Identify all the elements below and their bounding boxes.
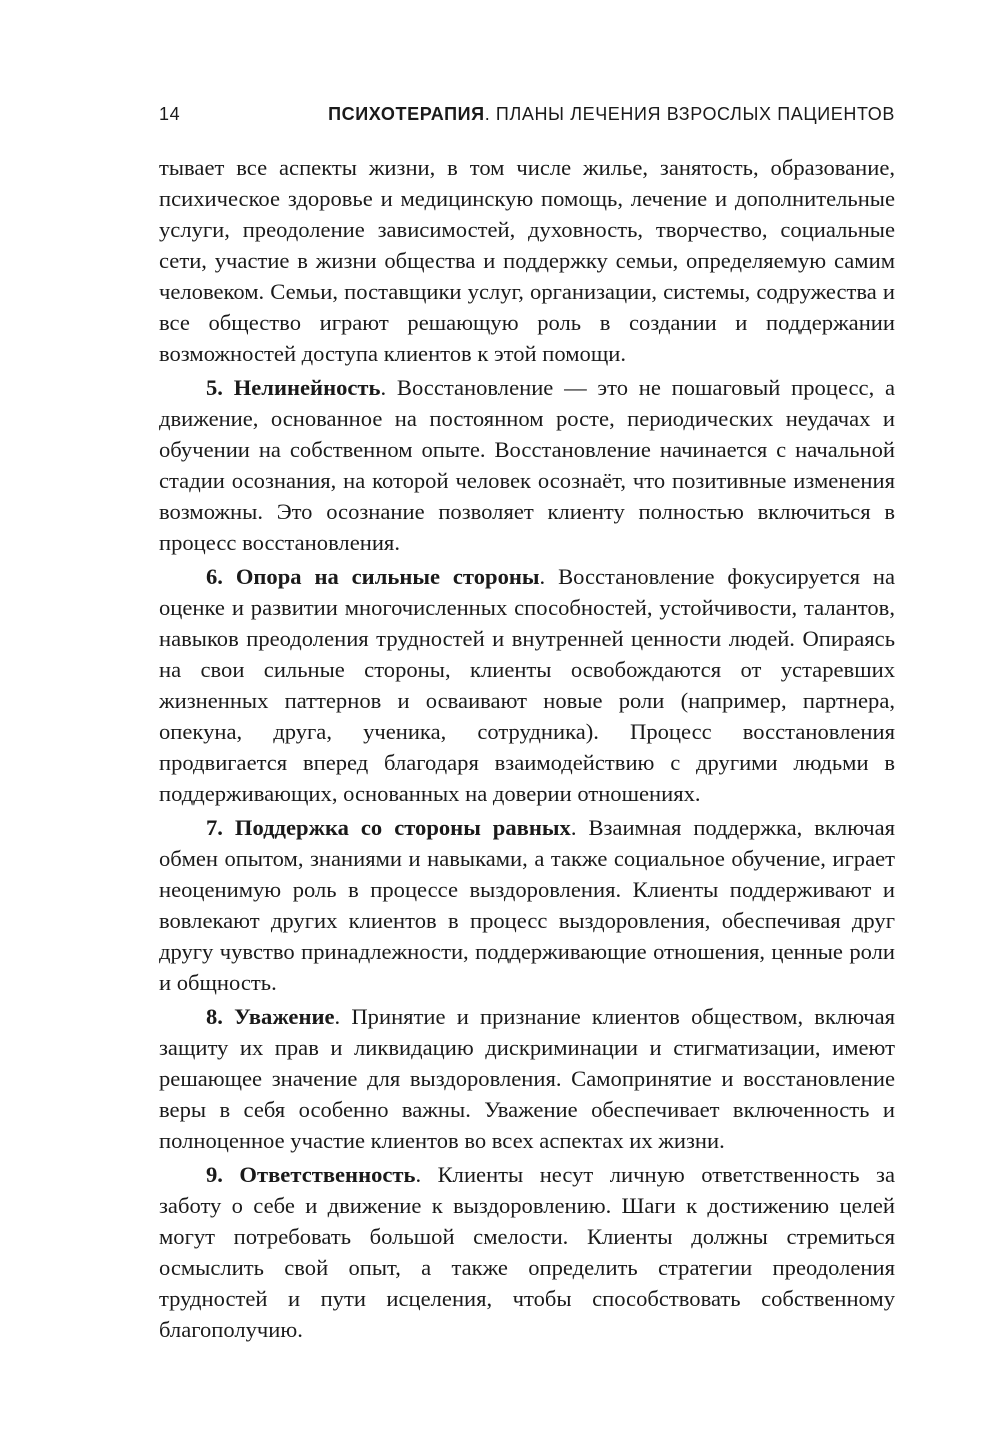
principle-text: . Клиенты несут личную ответственность за заботу о себе и движение к выздоровлению. Шаги к достижению целей могут потребовать большой смелости. Клиенты должны стремиться осмыслить свой опыт, а также определить стратегии преодоления трудностей и пути исцеления, чтобы способствовать собственному благополучию. — [159, 1162, 895, 1342]
principle-heading: 9. Ответственность — [206, 1162, 416, 1187]
principle-text: . Взаимная поддержка, включая обмен опытом, знаниями и навыками, а также социальное обучение, играет неоценимую роль в процессе выздоровления. Клиенты поддерживают и вовлекают других клиентов в процесс выздоровления, обеспечивая друг другу чувство принадлежности, поддерживающие отношения, ценные роли и общность. — [159, 815, 895, 995]
principle-text: . Восстановление — это не пошаговый процесс, а движение, основанное на постоянном росте, периодических неудачах и обучении на собственном опыте. Восстановление начинается с начальной стадии осознания, на которой человек осознаёт, что позитивные изменения возможны. Это осознание позволяет клиенту полностью включиться в процесс восстановления. — [159, 375, 896, 555]
principle-heading: 8. Уважение — [206, 1004, 335, 1029]
principle-paragraph-7 — [159, 812, 895, 998]
principle-heading: 5. Нелинейность — [206, 375, 381, 400]
continuation-paragraph: тывает все аспекты жизни, в том числе жилье, занятость, образование, психическое здоровье и медицинскую помощь, лечение и дополнительные услуги, преодоление зависимостей, духовность, творчество, социальные сети, участие в жизни общества и поддержку семьи, определяемую самим человеком. Семьи, поставщики услуг, организации, системы, содружества и все общество играют решающую роль в создании и поддержании возможностей доступа клиентов к этой помощи. — [159, 155, 895, 366]
page-number: 14 — [159, 104, 181, 124]
principle-paragraph-5 — [159, 372, 895, 558]
principle-heading: 6. Опора на сильные стороны — [206, 564, 540, 589]
book-title-rest: . ПЛАНЫ ЛЕЧЕНИЯ ВЗРОСЛЫХ ПАЦИЕНТОВ — [484, 104, 895, 124]
principle-text: . Восстановление фокусируется на оценке и развитии многочисленных способностей, устойчивости, талантов, навыков преодоления трудностей и внутренней ценности людей. Опираясь на свои сильные стороны, клиенты освобождаются от устаревших жизненных паттернов и осваивают новые роли (например, партнера, опекуна, друга, ученика, сотрудника). Процесс восстановления продвигается вперед благодаря взаимодействию с другими людьми в поддерживающих, основанных на доверии отношениях. — [159, 564, 895, 806]
book-title-bold: ПСИХОТЕРАПИЯ — [328, 104, 485, 124]
running-header — [159, 104, 895, 134]
body-text — [159, 152, 895, 1348]
book-title — [328, 104, 895, 125]
principle-heading: 7. Поддержка со стороны равных — [206, 815, 571, 840]
principle-paragraph-6 — [159, 561, 895, 809]
principle-text: . Принятие и признание клиентов обществом, включая защиту их прав и ликвидацию дискриминации и стигматизации, имеют решающее значение для выздоровления. Самопринятие и восстановление веры в себя особенно важны. Уважение обеспечивает включенность и полноценное участие клиентов во всех аспектах их жизни. — [159, 1004, 895, 1153]
principle-paragraph-8 — [159, 1001, 895, 1156]
principle-paragraph-9 — [159, 1159, 895, 1345]
